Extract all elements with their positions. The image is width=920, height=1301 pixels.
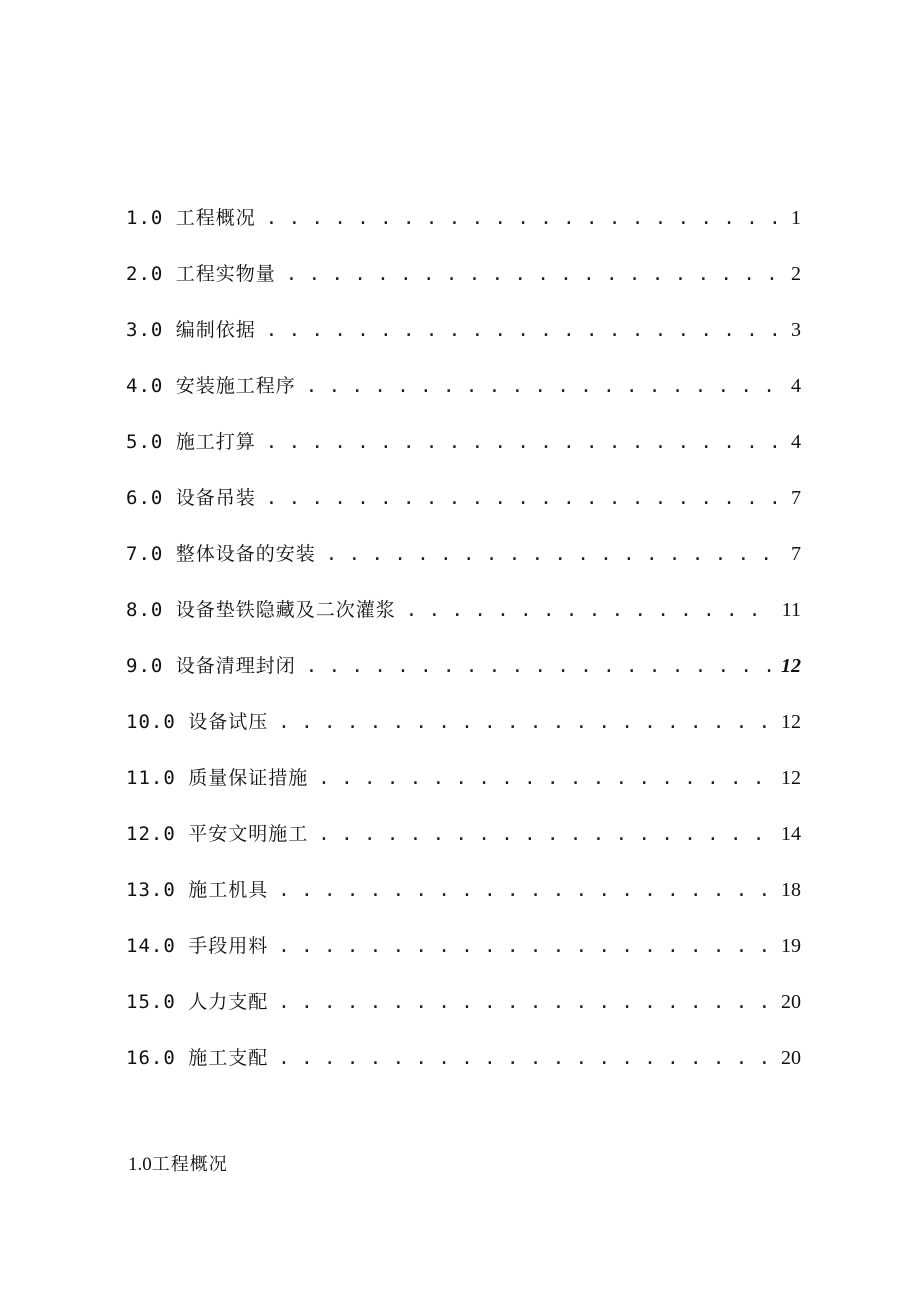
section-heading (128, 1150, 228, 1176)
table-of-contents (126, 200, 801, 1096)
toc-dot-leader (278, 872, 775, 908)
toc-entry-page[interactable]: 1 (791, 207, 801, 229)
toc-entry-page[interactable]: 12 (781, 767, 801, 789)
toc-entry-page[interactable]: 3 (791, 319, 801, 341)
toc-entry-title[interactable]: 12.0 平安文明施工 (126, 823, 309, 845)
toc-entry-page[interactable]: 7 (791, 543, 801, 565)
toc-dot-leader (326, 536, 785, 572)
toc-dot-leader (278, 1040, 775, 1076)
toc-dot-leader (278, 704, 775, 740)
toc-entry[interactable] (126, 312, 801, 368)
toc-dot-leader (266, 200, 785, 236)
toc-entry[interactable] (126, 872, 801, 928)
toc-entry-title[interactable]: 13.0 施工机具 (126, 879, 269, 901)
toc-entry-title[interactable]: 15.0 人力支配 (126, 991, 269, 1013)
toc-entry-title[interactable]: 14.0 手段用料 (126, 935, 269, 957)
toc-entry-page[interactable]: 19 (781, 935, 801, 957)
toc-entry-title[interactable]: 10.0 设备试压 (126, 711, 269, 733)
toc-entry[interactable] (126, 424, 801, 480)
toc-entry-page[interactable]: 2 (791, 263, 801, 285)
toc-entry-page[interactable]: 20 (781, 1047, 801, 1069)
toc-dot-leader (318, 816, 775, 852)
toc-entry-title[interactable]: 7.0 整体设备的安装 (126, 543, 316, 565)
toc-entry[interactable] (126, 984, 801, 1040)
toc-entry-title[interactable]: 16.0 施工支配 (126, 1047, 269, 1069)
toc-entry-page[interactable]: 12 (781, 655, 801, 677)
toc-entry[interactable] (126, 536, 801, 592)
toc-entry[interactable] (126, 480, 801, 536)
toc-entry[interactable] (126, 704, 801, 760)
toc-dot-leader (306, 648, 775, 684)
toc-dot-leader (286, 256, 785, 292)
toc-entry-page[interactable]: 4 (791, 375, 801, 397)
toc-entry-page[interactable]: 14 (781, 823, 801, 845)
toc-entry[interactable] (126, 592, 801, 648)
toc-dot-leader (266, 424, 785, 460)
section-number: 1.0 (128, 1154, 152, 1175)
toc-entry-page[interactable]: 18 (781, 879, 801, 901)
toc-entry-title[interactable]: 11.0 质量保证措施 (126, 767, 309, 789)
toc-dot-leader (266, 312, 785, 348)
toc-entry-title[interactable]: 2.0 工程实物量 (126, 263, 276, 285)
toc-entry-page[interactable]: 4 (791, 431, 801, 453)
section-title: 工程概况 (151, 1154, 228, 1175)
toc-entry-page[interactable]: 12 (781, 711, 801, 733)
toc-entry[interactable] (126, 760, 801, 816)
toc-entry-title[interactable]: 5.0 施工打算 (126, 431, 256, 453)
toc-entry[interactable] (126, 1040, 801, 1096)
toc-entry-page[interactable]: 20 (781, 991, 801, 1013)
toc-entry-title[interactable]: 4.0 安装施工程序 (126, 375, 296, 397)
toc-entry-title[interactable]: 3.0 编制依据 (126, 319, 256, 341)
toc-entry[interactable] (126, 648, 801, 704)
toc-dot-leader (266, 480, 785, 516)
toc-dot-leader (278, 928, 775, 964)
toc-entry-title[interactable]: 8.0 设备垫铁隐藏及二次灌浆 (126, 599, 396, 621)
toc-entry[interactable] (126, 256, 801, 312)
toc-entry-title[interactable]: 6.0 设备吊装 (126, 487, 256, 509)
toc-entry-page[interactable]: 11 (781, 599, 801, 621)
toc-entry-page[interactable]: 7 (791, 487, 801, 509)
toc-dot-leader (318, 760, 775, 796)
toc-dot-leader (406, 592, 776, 628)
toc-dot-leader (306, 368, 785, 404)
toc-dot-leader (278, 984, 775, 1020)
toc-entry[interactable] (126, 816, 801, 872)
toc-entry-title[interactable]: 9.0 设备清理封闭 (126, 655, 296, 677)
toc-entry-title[interactable]: 1.0 工程概况 (126, 207, 256, 229)
toc-entry[interactable] (126, 200, 801, 256)
toc-entry[interactable] (126, 368, 801, 424)
toc-entry[interactable] (126, 928, 801, 984)
